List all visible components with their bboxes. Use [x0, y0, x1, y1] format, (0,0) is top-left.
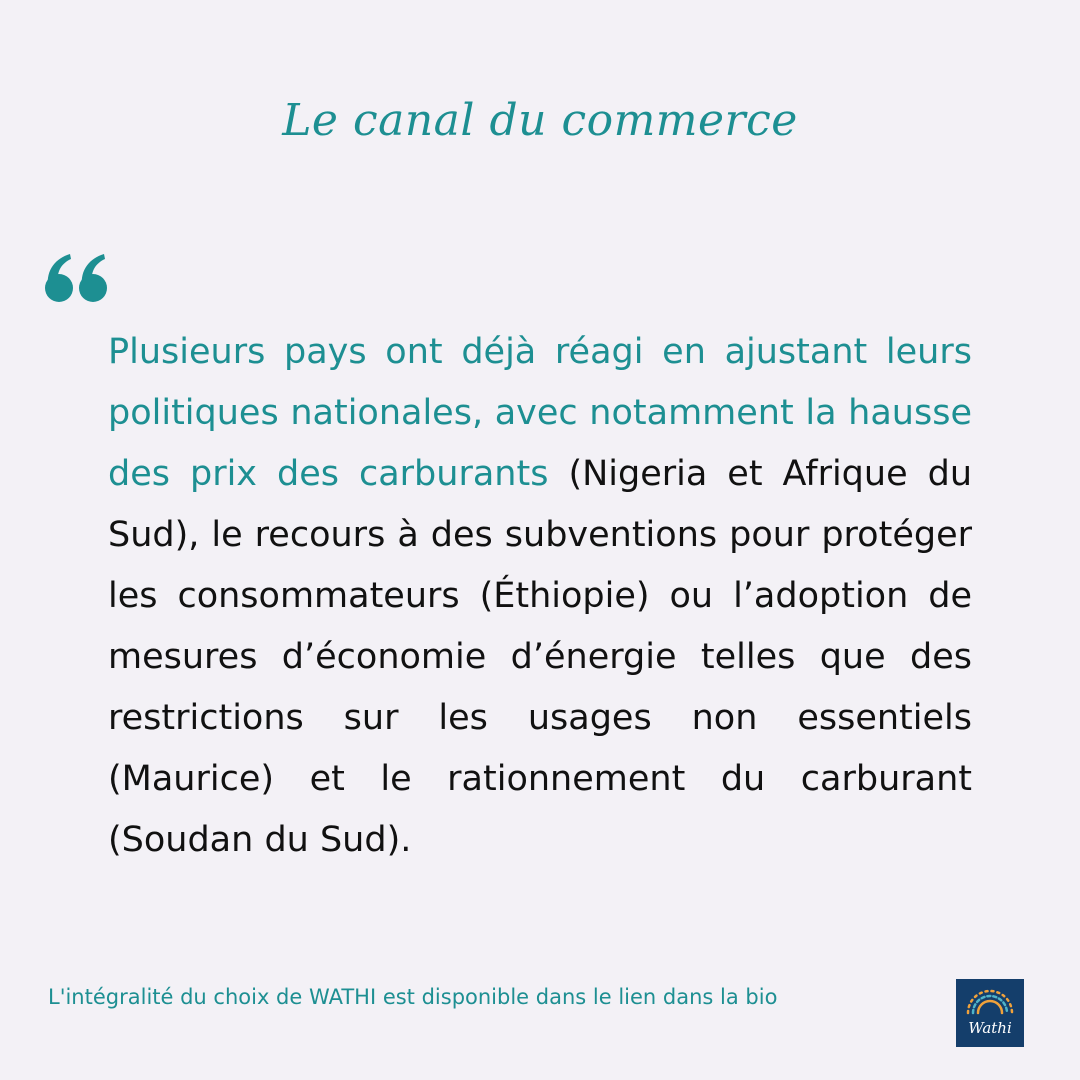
- quote-text: [108, 322, 972, 871]
- wathi-logo[interactable]: [956, 979, 1024, 1047]
- footer-bio-link-note: L'intégralité du choix de WATHI est disponible dans le lien dans la bio: [48, 985, 778, 1009]
- sun-rays-logo-icon: [956, 983, 1024, 1023]
- logo-text: Wathi: [968, 1019, 1012, 1037]
- page-title: Le canal du commerce: [282, 95, 798, 146]
- quote-body: (Nigeria et Afrique du Sud), le recours à des subventions pour protéger les consommateurs (Éthiopie) ou l’adoption de mesures d’économie d’énergie telles que des restrictions sur les usages non essentiels (Maurice) et le rationnement du carburant (Soudan du Sud).: [108, 454, 973, 860]
- quote-highlight: Plusieurs pays ont déjà réagi en ajustant leurs politiques nationales, avec notamment la hausse des prix des carburants: [108, 332, 972, 494]
- quote-mark-icon: [44, 252, 110, 304]
